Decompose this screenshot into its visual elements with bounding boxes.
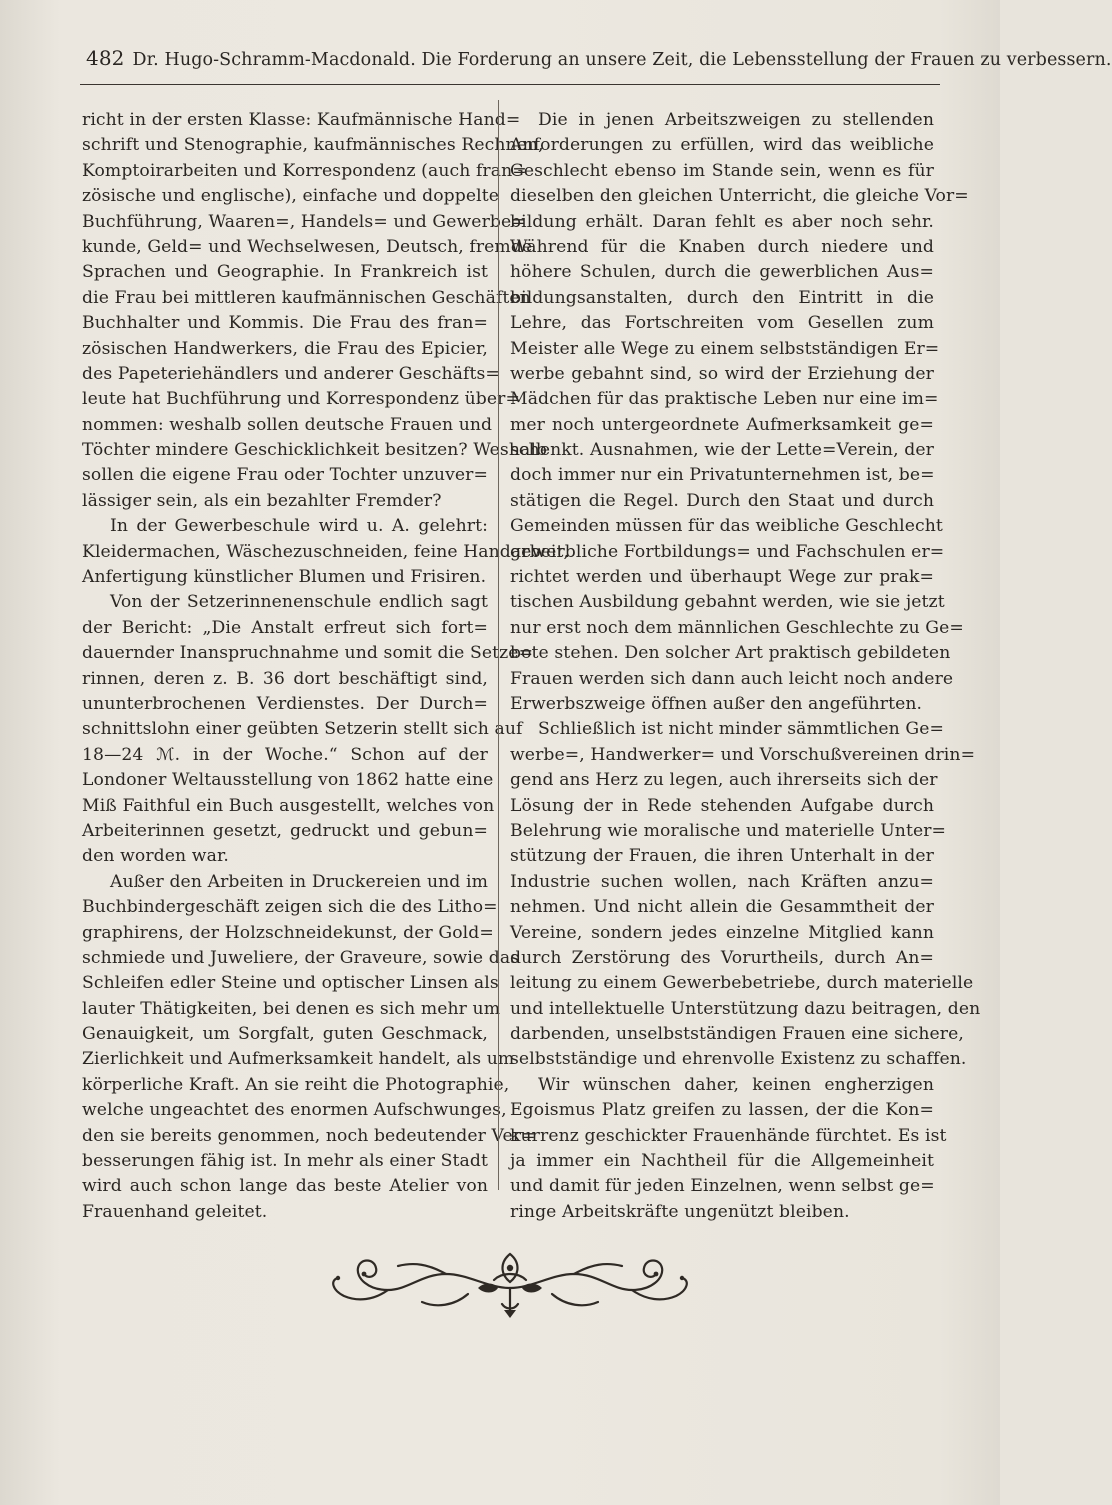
text-line: kunde, Geld= und Wechselwesen, Deutsch, fremde bbox=[82, 236, 533, 257]
text-line: tischen Ausbildung gebahnt werden, wie sie jetzt bbox=[510, 592, 945, 613]
text-line: Vereine, sondern jedes einzelne Mitglied kann bbox=[510, 922, 934, 943]
right-column bbox=[510, 108, 981, 1225]
text-line: nur erst noch dem männlichen Geschlechte zu Ge= bbox=[510, 617, 964, 638]
text-line: besserungen fähig ist. In mehr als einer Stadt bbox=[82, 1151, 488, 1172]
text-line: stätigen die Regel. Durch den Staat und durch bbox=[510, 490, 934, 511]
text-line: schenkt. Ausnahmen, wie der Lette=Verein, der bbox=[510, 440, 934, 461]
text-line: Miß Faithful ein Buch ausgestellt, welches von bbox=[82, 795, 495, 816]
left-column bbox=[82, 108, 570, 1225]
text-line: Frauenhand geleitet. bbox=[82, 1201, 268, 1222]
text-line: bote stehen. Den solcher Art praktisch gebildeten bbox=[510, 643, 951, 664]
text-line: Während für die Knaben durch niedere und bbox=[510, 236, 934, 257]
text-line: lässiger sein, als ein bezahlter Fremder? bbox=[82, 490, 442, 511]
ornament-vignette-icon bbox=[318, 1244, 702, 1320]
text-line: körperliche Kraft. An sie reiht die Photographie, bbox=[82, 1074, 510, 1095]
text-line: Kleidermachen, Wäschezuschneiden, feine Handarbeit, bbox=[82, 541, 570, 562]
text-line: richt in der ersten Klasse: Kaufmännische Hand= bbox=[82, 110, 521, 130]
text-line: schmiede und Juweliere, der Graveure, sowie das bbox=[82, 947, 520, 968]
text-line: stützung der Frauen, die ihren Unterhalt in der bbox=[510, 846, 934, 867]
text-line: Schleifen edler Steine und optischer Linsen als bbox=[82, 973, 499, 994]
paragraph-start-line: In der Gewerbeschule wird u. A. gelehrt: bbox=[110, 516, 488, 537]
text-line: ja immer ein Nachtheil für die Allgemeinheit bbox=[510, 1151, 934, 1172]
text-line: die Frau bei mittleren kaufmännischen Geschäften bbox=[82, 287, 531, 308]
text-line: 18—24 ℳ. in der Woche.“ Schon auf der bbox=[82, 744, 488, 765]
text-line: Anfertigung künstlicher Blumen und Frisiren. bbox=[82, 567, 487, 588]
text-line: sollen die eigene Frau oder Tochter unzuver= bbox=[82, 465, 488, 486]
text-line: den sie bereits genommen, noch bedeutender Ver= bbox=[82, 1125, 536, 1146]
text-line: leitung zu einem Gewerbebetriebe, durch materielle bbox=[510, 973, 974, 994]
text-line: welche ungeachtet des enormen Aufschwunges, bbox=[82, 1100, 507, 1121]
text-line: Sprachen und Geographie. In Frankreich ist bbox=[82, 262, 488, 283]
text-line: ringe Arbeitskräfte ungenützt bleiben. bbox=[510, 1201, 850, 1222]
text-line: leute hat Buchführung und Korrespondenz über= bbox=[82, 389, 520, 410]
text-line: zösischen Handwerkers, die Frau des Epicier, bbox=[82, 338, 488, 359]
text-line: dauernder Inanspruchnahme und somit die Setze= bbox=[82, 643, 534, 664]
text-line: wird auch schon lange das beste Atelier von bbox=[82, 1176, 488, 1197]
text-line: Geschlecht ebenso im Stande sein, wenn es für bbox=[510, 160, 934, 181]
header-rule bbox=[80, 84, 940, 85]
text-line: werbe gebahnt sind, so wird der Erziehung der bbox=[510, 363, 934, 384]
paragraph-start-line: Außer den Arbeiten in Druckereien und im bbox=[110, 871, 488, 892]
text-line: und damit für jeden Einzelnen, wenn selbst ge= bbox=[510, 1176, 935, 1197]
text-line: richtet werden und überhaupt Wege zur prak= bbox=[510, 567, 934, 588]
text-line: der Bericht: „Die Anstalt erfreut sich fort= bbox=[82, 617, 488, 638]
text-line: doch immer nur ein Privatunternehmen ist, be= bbox=[510, 465, 935, 486]
text-line: nommen: weshalb sollen deutsche Frauen und bbox=[82, 414, 493, 435]
text-line: nehmen. Und nicht allein die Gesammtheit der bbox=[510, 897, 934, 918]
text-line: mer noch untergeordnete Aufmerksamkeit ge= bbox=[510, 414, 934, 435]
text-line: Egoismus Platz greifen zu lassen, der die Kon= bbox=[510, 1100, 934, 1121]
text-line: graphirens, der Holzschneidekunst, der Gold= bbox=[82, 922, 494, 943]
text-line: Erwerbszweige öffnen außer den angeführten. bbox=[510, 693, 923, 714]
text-line: kurrenz geschickter Frauenhände fürchtet. Es ist bbox=[510, 1125, 947, 1146]
text-line: den worden war. bbox=[82, 846, 229, 867]
text-line: Anforderungen zu erfüllen, wird das weibliche bbox=[510, 135, 934, 156]
text-line: Buchbindergeschäft zeigen sich die des Litho= bbox=[82, 897, 498, 918]
text-line: ununterbrochenen Verdienstes. Der Durch= bbox=[82, 693, 488, 714]
text-line: gewerbliche Fortbildungs= und Fachschulen er= bbox=[510, 541, 945, 562]
page-number: 482 bbox=[86, 46, 125, 70]
text-line: höhere Schulen, durch die gewerblichen Aus= bbox=[510, 262, 934, 283]
text-line: Buchhalter und Kommis. Die Frau des fran= bbox=[82, 313, 488, 334]
text-line: selbstständige und ehrenvolle Existenz zu schaffen. bbox=[510, 1049, 967, 1070]
text-line: gend ans Herz zu legen, auch ihrerseits sich der bbox=[510, 770, 938, 791]
text-line: und intellektuelle Unterstützung dazu beitragen, den bbox=[510, 998, 981, 1019]
text-line: zösische und englische), einfache und doppelte bbox=[82, 186, 500, 207]
text-line: darbenden, unselbstständigen Frauen eine sichere, bbox=[510, 1024, 964, 1045]
paragraph-start-line: Die in jenen Arbeitszweigen zu stellenden bbox=[538, 110, 934, 130]
running-title: Dr. Hugo-Schramm-Macdonald. Die Forderung an unsere Zeit, die Lebensstellung der Frauen zu verbessern. bbox=[132, 50, 1112, 70]
column-divider bbox=[498, 100, 499, 1190]
text-line: des Papeteriehändlers und anderer Geschäfts= bbox=[82, 363, 500, 384]
text-line: Industrie suchen wollen, nach Kräften anzu= bbox=[510, 871, 934, 892]
paragraph-start-line: Wir wünschen daher, keinen engherzigen bbox=[538, 1074, 934, 1095]
text-line: dieselben den gleichen Unterricht, die gleiche Vor= bbox=[510, 186, 969, 207]
text-line: bildung erhält. Daran fehlt es aber noch sehr. bbox=[510, 211, 934, 232]
text-line: schrift und Stenographie, kaufmännisches Rechnen, bbox=[82, 135, 544, 156]
text-line: durch Zerstörung des Vorurtheils, durch An= bbox=[510, 947, 934, 968]
paragraph-start-line: Von der Setzerinnenenschule endlich sagt bbox=[110, 592, 488, 613]
text-line: Töchter mindere Geschicklichkeit besitzen? Weshalb bbox=[82, 440, 548, 461]
text-line: Lehre, das Fortschreiten vom Gesellen zum bbox=[510, 313, 934, 334]
text-line: Frauen werden sich dann auch leicht noch andere bbox=[510, 668, 954, 689]
text-line: Komptoirarbeiten und Korrespondenz (auch fran= bbox=[82, 160, 527, 181]
text-line: rinnen, deren z. B. 36 dort beschäftigt sind, bbox=[82, 668, 488, 689]
text-line: Belehrung wie moralische und materielle Unter= bbox=[510, 820, 947, 841]
text-line: werbe=, Handwerker= und Vorschußvereinen drin= bbox=[510, 744, 976, 765]
text-line: Gemeinden müssen für das weibliche Geschlecht bbox=[510, 516, 943, 537]
text-line: Lösung der in Rede stehenden Aufgabe durch bbox=[510, 795, 934, 816]
text-line: Zierlichkeit und Aufmerksamkeit handelt, als um bbox=[82, 1049, 515, 1070]
text-line: Genauigkeit, um Sorgfalt, guten Geschmack, bbox=[82, 1024, 488, 1045]
text-line: Arbeiterinnen gesetzt, gedruckt und gebun= bbox=[82, 820, 488, 841]
text-line: Meister alle Wege zu einem selbstständigen Er= bbox=[510, 338, 940, 359]
paragraph-start-line: Schließlich ist nicht minder sämmtlichen Ge= bbox=[538, 719, 944, 740]
text-line: bildungsanstalten, durch den Eintritt in die bbox=[510, 287, 934, 308]
text-line: lauter Thätigkeiten, bei denen es sich mehr um bbox=[82, 998, 501, 1019]
text-line: Londoner Weltausstellung von 1862 hatte eine bbox=[82, 770, 494, 791]
running-header bbox=[86, 40, 1112, 76]
text-line: Mädchen für das praktische Leben nur eine im= bbox=[510, 389, 939, 410]
text-line: schnittslohn einer geübten Setzerin stellt sich auf bbox=[82, 719, 523, 740]
text-line: Buchführung, Waaren=, Handels= und Gewerbe= bbox=[82, 211, 526, 232]
